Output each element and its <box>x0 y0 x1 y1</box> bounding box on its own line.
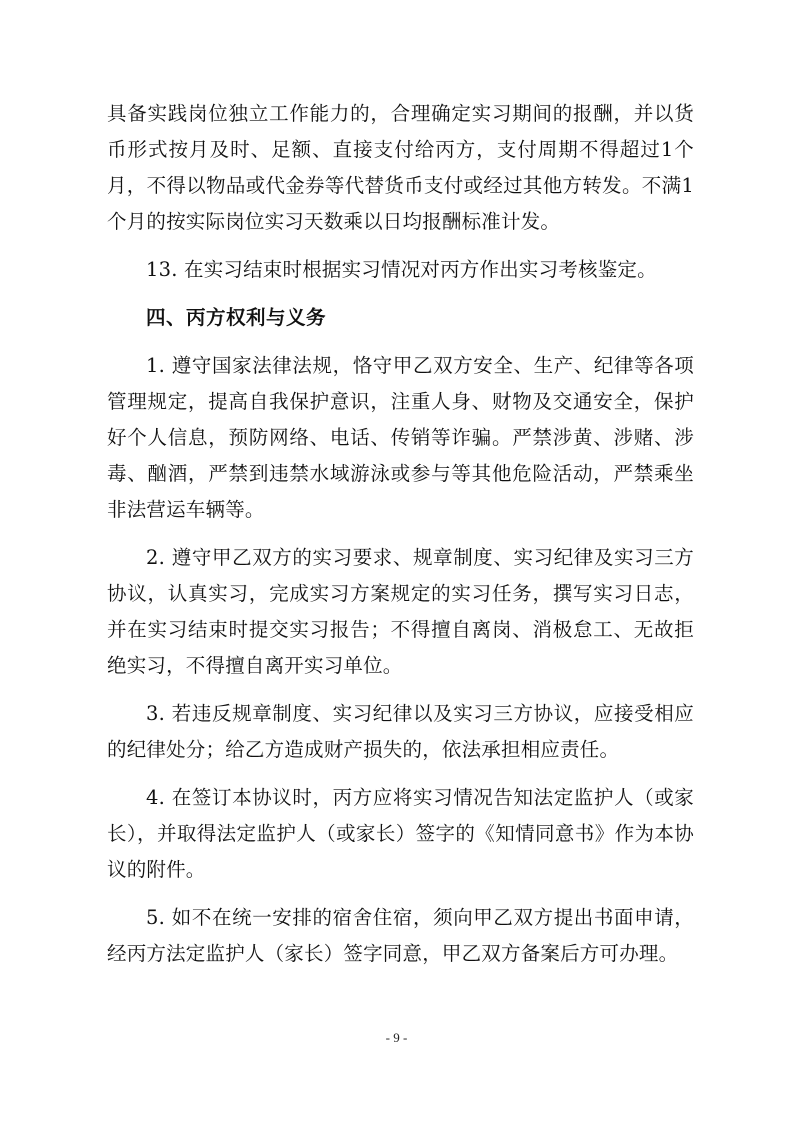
paragraph-item-3: 3. 若违反规章制度、实习纪律以及实习三方协议，应接受相应的纪律处分；给乙方造成财产损失的，依法承担相应责任。 <box>107 702 694 761</box>
paragraph-continuation-remuneration: 具备实践岗位独立工作能力的，合理确定实习期间的报酬，并以货币形式按月及时、足额、直接支付给丙方，支付周期不得超过1个月，不得以物品或代金券等代替货币支付或经过其他方转发。不满1个月的按实际岗位实习天数乘以日均报酬标准计发。 <box>107 102 694 233</box>
paragraph-item-4: 4. 在签订本协议时，丙方应将实习情况告知法定监护人（或家长），并取得法定监护人（或家长）签字的《知情同意书》作为本协议的附件。 <box>107 786 694 881</box>
section-heading-party-c-rights: 四、丙方权利与义务 <box>146 306 327 329</box>
paragraph-item-1: 1. 遵守国家法律法规，恪守甲乙双方安全、生产、纪律等各项管理规定，提高自我保护意识，注重人身、财物及交通安全，保护好个人信息，预防网络、电话、传销等诈骗。严禁涉黄、涉赌、涉毒、酗酒，严禁到违禁水域游泳或参与等其他危险活动，严禁乘坐非法营运车辆等。 <box>107 354 694 521</box>
document-body <box>107 96 694 972</box>
page-number: - 9 - <box>385 1030 408 1045</box>
paragraph-item-13: 13. 在实习结束时根据实习情况对丙方作出实习考核鉴定。 <box>146 258 657 281</box>
paragraph-item-5: 5. 如不在统一安排的宿舍住宿，须向甲乙双方提出书面申请，经丙方法定监护人（家长）签字同意，甲乙双方备案后方可办理。 <box>107 906 694 965</box>
paragraph-item-2: 2. 遵守甲乙双方的实习要求、规章制度、实习纪律及实习三方协议，认真实习，完成实习方案规定的实习任务，撰写实习日志，并在实习结束时提交实习报告；不得擅自离岗、消极怠工、无故拒绝实习，不得擅自离开实习单位。 <box>107 546 694 677</box>
